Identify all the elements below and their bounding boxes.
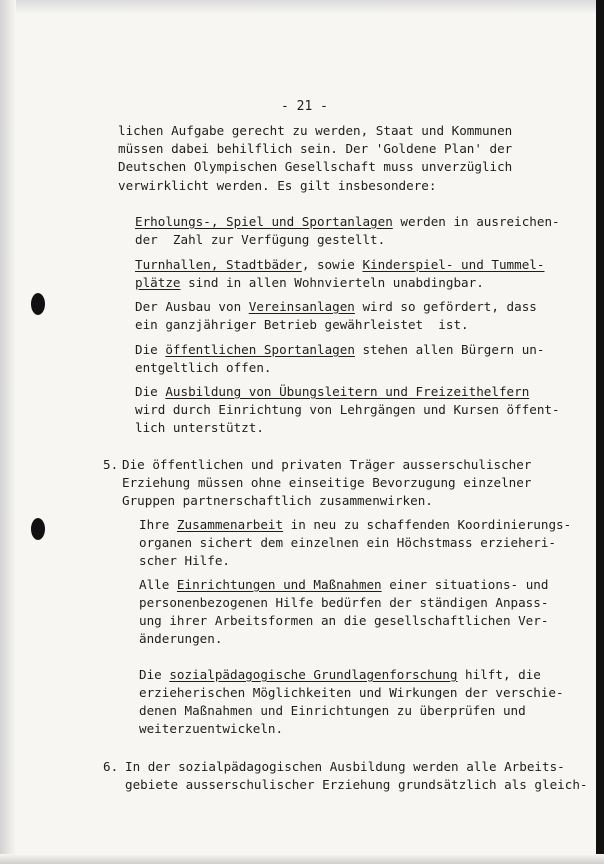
subitem-line: erzieherischen Möglichkeiten und Wirkungen der verschie-: [139, 685, 564, 700]
item-line: lich unterstützt.: [135, 420, 264, 435]
item-line: wird durch Einrichtung von Lehrgängen und Kursen öffent-: [135, 402, 560, 417]
punch-hole-top: [31, 293, 45, 315]
item-line: Turnhallen, Stadtbäder, sowie Kinderspiel- und Tummel-: [135, 257, 545, 272]
underlined-term: sozialpädagogische Grundlagenforschung: [169, 667, 458, 682]
item-line: Die öffentlichen Sportanlagen stehen allen Bürgern un-: [135, 342, 545, 357]
underlined-term: Erholungs-, Spiel und Sportanlagen: [135, 214, 393, 229]
item-line: entgeltlich offen.: [135, 360, 272, 375]
scan-edge-left: [0, 0, 16, 864]
section-line: Die öffentlichen und privaten Träger ausserschulischer: [122, 457, 532, 472]
scan-edge-bottom: [0, 854, 604, 864]
section-line: In der sozialpädagogischen Ausbildung werden alle Arbeits-: [125, 759, 565, 774]
punch-hole-bottom: [31, 518, 45, 540]
subitem-line: organen sichert dem einzelnen ein Höchstmass erzieheri-: [139, 535, 557, 550]
subitem-line: ung ihrer Arbeitsformen an die gesellschaftlichen Ver-: [139, 613, 549, 628]
underlined-term: Zusammenarbeit: [176, 517, 284, 532]
subitem-line: scher Hilfe.: [139, 553, 230, 568]
intro-line: verwirklicht werden. Es gilt insbesondere:: [118, 178, 437, 193]
section-number: 6.: [103, 759, 119, 774]
underlined-term: Einrichtungen und Maßnahmen: [176, 577, 382, 592]
scan-edge-right: [596, 0, 604, 864]
intro-line: lichen Aufgabe gerecht zu werden, Staat und Kommunen: [118, 123, 513, 138]
subitem-line: Ihre Zusammenarbeit in neu zu schaffenden Koordinierungs-: [139, 517, 572, 532]
scan-edge-top: [0, 0, 604, 14]
underlined-term: plätze: [135, 275, 181, 290]
item-line: ein ganzjähriger Betrieb gewährleistet ist.: [135, 317, 469, 332]
section-line: Gruppen partnerschaftlich zusammenwirken.: [122, 493, 433, 508]
item-line: Erholungs-, Spiel und Sportanlagen werden in ausreichen-: [135, 214, 560, 229]
subitem-line: personenbezogenen Hilfe bedürfen der ständigen Anpass-: [139, 595, 549, 610]
intro-line: müssen dabei behilflich sein. Der 'Goldene Plan' der: [118, 141, 513, 156]
section-line: Erziehung müssen ohne einseitige Bevorzugung einzelner: [122, 475, 532, 490]
intro-line: Deutschen Olympischen Gesellschaft muss unverzüglich: [118, 159, 513, 174]
subitem-line: Alle Einrichtungen und Maßnahmen einer situations- und: [139, 577, 549, 592]
underlined-term: Vereinsanlagen: [248, 299, 355, 314]
underlined-term: Ausbildung von Übungsleitern und Freizeithelfern: [165, 384, 530, 399]
item-line: plätze sind in allen Wohnvierteln unabdingbar.: [135, 275, 484, 290]
underlined-term: öffentlichen Sportanlagen: [165, 342, 355, 357]
subitem-line: änderungen.: [139, 631, 223, 646]
item-line: Die Ausbildung von Übungsleitern und Freizeithelfern: [135, 384, 530, 399]
section-number: 5.: [103, 457, 119, 472]
item-line: der Zahl zur Verfügung gestellt.: [135, 232, 386, 247]
page-number: - 21 -: [281, 99, 328, 114]
subitem-line: Die sozialpädagogische Grundlagenforschung hilft, die: [139, 667, 541, 682]
underlined-term: Turnhallen, Stadtbäder: [135, 257, 302, 272]
subitem-line: denen Maßnahmen und Einrichtungen zu überprüfen und: [139, 703, 526, 718]
item-line: Der Ausbau von Vereinsanlagen wird so gefördert, dass: [135, 299, 537, 314]
underlined-term: Kinderspiel- und Tummel-: [362, 257, 545, 272]
subitem-line: weiterzuentwickeln.: [139, 721, 284, 736]
section-line: gebiete ausserschulischer Erziehung grundsätzlich als gleich-: [125, 777, 588, 792]
